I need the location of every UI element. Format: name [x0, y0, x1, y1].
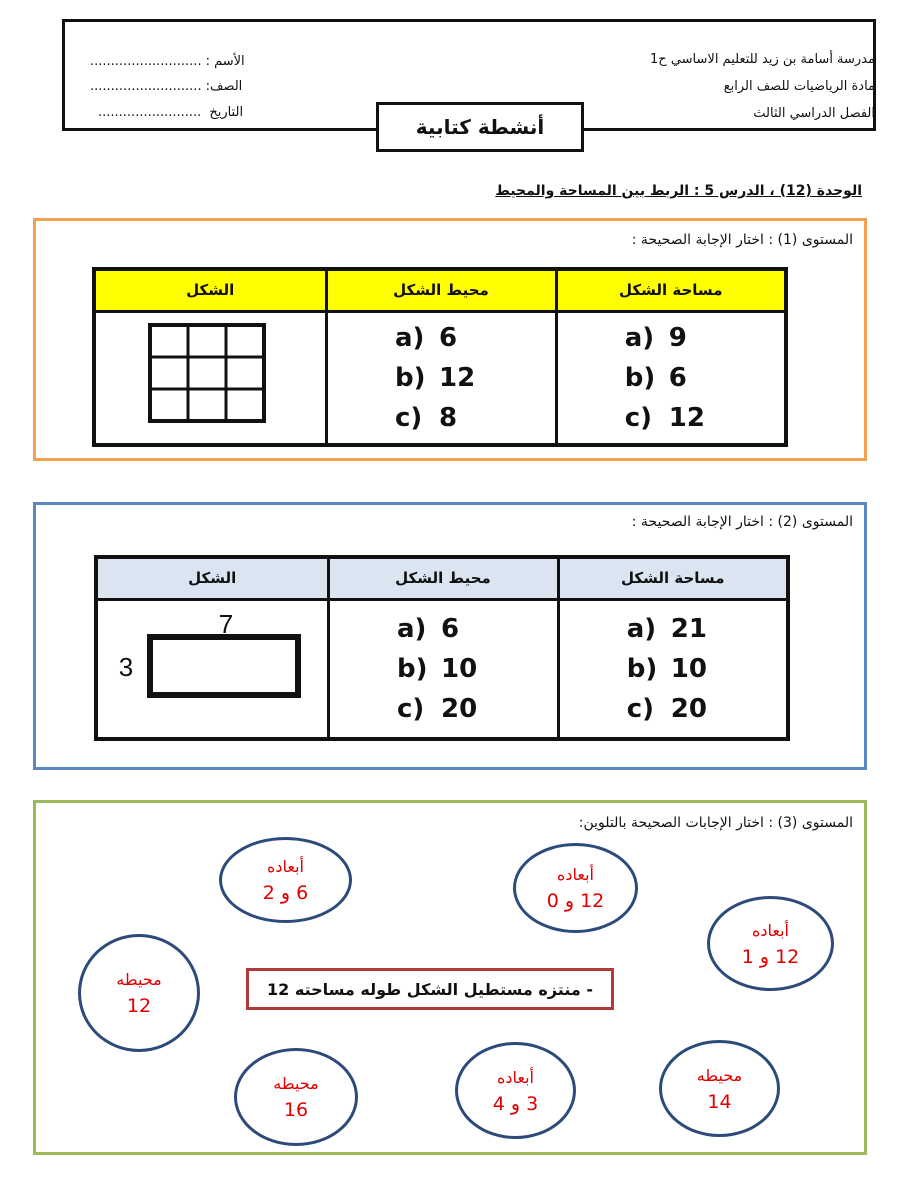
page-title: أنشطة كتابية [376, 102, 584, 152]
lesson-title: الوحدة (12) ، الدرس 5 : الربط بين المساحة والمحيط [495, 183, 862, 199]
level-1-title: المستوى (1) : اختار الإجابة الصحيحة : [631, 232, 853, 248]
shape-header: الشكل [96, 557, 328, 599]
area-option-c[interactable]: c) 12 [624, 402, 705, 433]
answer-bubble[interactable]: محيطه 16 [234, 1048, 358, 1146]
area-option-b[interactable]: b) 6 [624, 362, 687, 393]
area-option-b[interactable]: b) 10 [626, 653, 707, 684]
answer-bubble[interactable]: أبعاده 6 و 2 [219, 837, 352, 923]
level-2-title: المستوى (2) : اختار الإجابة الصحيحة : [631, 514, 853, 530]
perimeter-option-c[interactable]: c) 20 [397, 693, 478, 724]
perimeter-options-cell [326, 311, 556, 445]
answer-bubble[interactable]: أبعاده 12 و 1 [707, 896, 834, 991]
name-dots: ........................... [90, 54, 202, 69]
answer-bubble[interactable]: أبعاده 3 و 4 [455, 1042, 576, 1139]
area-option-a[interactable]: a) 9 [624, 322, 687, 353]
answer-bubble[interactable]: أبعاده 12 و 0 [513, 843, 638, 933]
rectangle-shape [98, 601, 328, 733]
area-option-a[interactable]: a) 21 [626, 613, 707, 644]
name-field[interactable] [90, 54, 245, 69]
answer-bubble[interactable]: محيطه 12 [78, 934, 200, 1052]
school-name: مدرسة أسامة بن زيد للتعليم الاساسي ح1 [650, 52, 875, 67]
task-statement: - منتزه مستطيل الشكل طوله مساحته 12 [246, 968, 614, 1010]
perimeter-option-c[interactable]: c) 8 [395, 402, 458, 433]
class-field[interactable] [90, 79, 242, 94]
shape-cell [96, 599, 328, 739]
grid-shape [96, 313, 326, 439]
class-dots: ........................... [90, 79, 202, 94]
date-field[interactable] [98, 105, 243, 120]
grid-outline [150, 325, 264, 421]
shape-cell [94, 311, 326, 445]
level-2-table [94, 555, 790, 741]
area-options-cell [558, 599, 788, 739]
area-header: مساحة الشكل [558, 557, 788, 599]
perimeter-option-b[interactable]: b) 12 [395, 362, 476, 393]
perimeter-options-cell [328, 599, 558, 739]
name-label: الأسم : [205, 54, 245, 69]
date-dots: ......................... [98, 105, 202, 120]
term-line: الفصل الدراسي الثالث [753, 106, 875, 121]
rectangle-outline [150, 637, 298, 695]
class-label: الصف: [205, 79, 243, 94]
perimeter-header: محيط الشكل [328, 557, 558, 599]
perimeter-option-b[interactable]: b) 10 [397, 653, 478, 684]
rect-length-label: 7 [218, 608, 234, 639]
shape-header: الشكل [94, 269, 326, 311]
answer-bubble[interactable]: محيطه 14 [659, 1040, 780, 1137]
perimeter-option-a[interactable]: a) 6 [397, 613, 460, 644]
area-options-cell [556, 311, 786, 445]
subject-line: مادة الرياضيات للصف الرابع [723, 79, 875, 94]
level-3-title: المستوى (3) : اختار الإجابات الصحيحة بالتلوين: [578, 815, 853, 831]
area-option-c[interactable]: c) 20 [626, 693, 707, 724]
perimeter-option-a[interactable]: a) 6 [395, 322, 458, 353]
perimeter-header: محيط الشكل [326, 269, 556, 311]
level-1-table [92, 267, 788, 447]
area-header: مساحة الشكل [556, 269, 786, 311]
date-label: التاريخ [209, 105, 244, 120]
rect-width-label: 3 [118, 651, 134, 682]
